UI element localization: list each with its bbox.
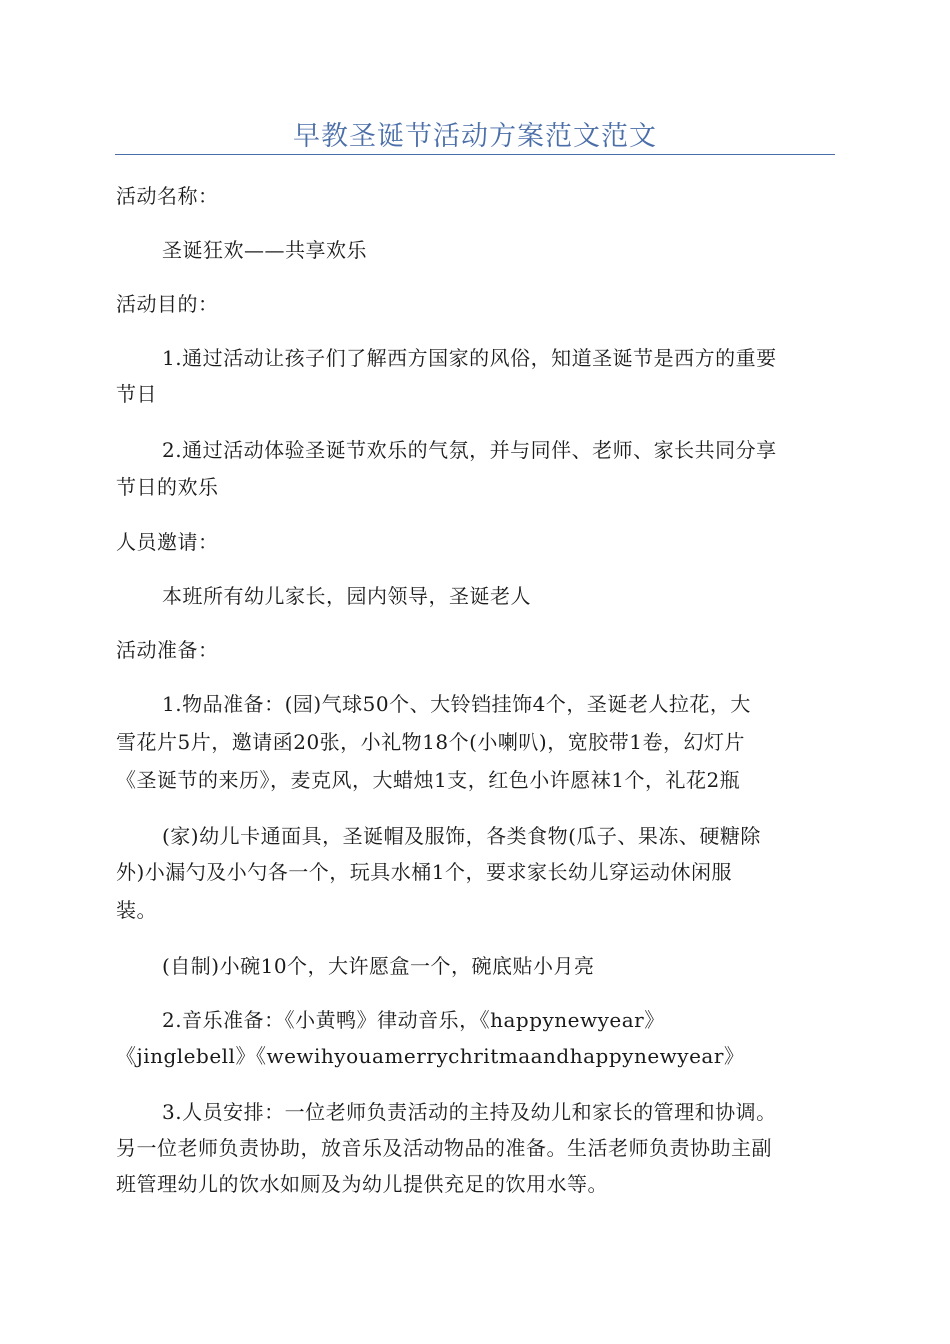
document-title: 早教圣诞节活动方案范文范文 xyxy=(293,121,657,152)
prep-family-line-1: (家)幼儿卡通面具，圣诞帽及服饰，各类食物(瓜子、果冻、硬糖除 xyxy=(162,824,761,848)
music-prep-line-2: 《jinglebell》《wewihyouamerrychritmaandhappynewyear》 xyxy=(116,1044,745,1068)
section-heading-preparation: 活动准备： xyxy=(116,638,219,662)
section-heading-activity-name: 活动名称： xyxy=(116,184,219,208)
prep-family-line-2: 外)小漏勺及小勺各一个，玩具水桶1个，要求家长幼儿穿运动休闲服 xyxy=(116,860,733,884)
section-heading-invitees: 人员邀请： xyxy=(116,530,219,554)
goal-1-line-2: 节日 xyxy=(116,382,157,406)
staff-line-2: 另一位老师负责协助，放音乐及活动物品的准备。生活老师负责协助主副 xyxy=(116,1136,772,1160)
prep-family-line-3: 装。 xyxy=(116,898,157,922)
staff-line-1: 3.人员安排：一位老师负责活动的主持及幼儿和家长的管理和协调。 xyxy=(162,1100,777,1124)
staff-line-3: 班管理幼儿的饮水如厕及为幼儿提供充足的饮用水等。 xyxy=(116,1172,608,1196)
prep-items-line-3: 《圣诞节的来历》，麦克风，大蜡烛1支，红色小许愿袜1个，礼花2瓶 xyxy=(116,768,741,792)
prep-items-line-2: 雪花片5片，邀请函20张，小礼物18个(小喇叭)，宽胶带1卷，幻灯片 xyxy=(116,730,745,754)
invitees-text: 本班所有幼儿家长，园内领导，圣诞老人 xyxy=(162,584,531,608)
prep-items-line-1: 1.物品准备：(园)气球50个、大铃铛挂饰4个，圣诞老人拉花，大 xyxy=(162,692,751,716)
section-heading-activity-goal: 活动目的： xyxy=(116,292,219,316)
title-underline xyxy=(115,154,835,155)
goal-2-line-2: 节日的欢乐 xyxy=(116,475,219,499)
goal-2-line-1: 2.通过活动体验圣诞节欢乐的气氛，并与同伴、老师、家长共同分享 xyxy=(162,438,777,462)
activity-name-text: 圣诞狂欢——共享欢乐 xyxy=(162,238,367,262)
music-prep-line-1: 2.音乐准备：《小黄鸭》律动音乐，《happynewyear》 xyxy=(162,1008,665,1032)
goal-1-line-1: 1.通过活动让孩子们了解西方国家的风俗，知道圣诞节是西方的重要 xyxy=(162,346,777,370)
prep-handmade-text: (自制)小碗10个，大许愿盒一个，碗底贴小月亮 xyxy=(162,954,595,978)
